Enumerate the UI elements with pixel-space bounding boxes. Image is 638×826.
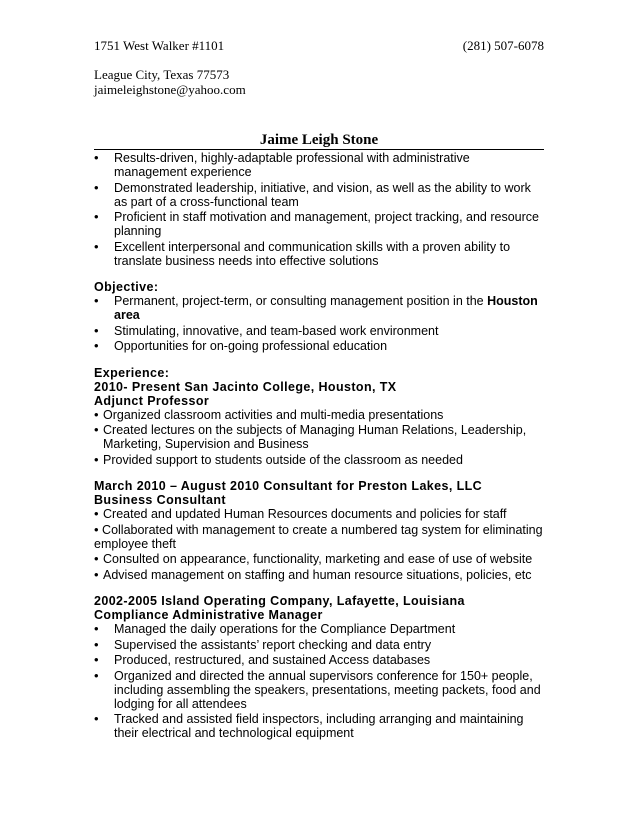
job-duties (94, 507, 546, 582)
job-title-line: 2010- Present San Jacinto College, Houston, TX (94, 379, 397, 394)
objective-location: Houston area (114, 294, 538, 322)
summary-item: • Results-driven, highly-adaptable professional with administrative management experience (94, 151, 546, 179)
objective-item: • Stimulating, innovative, and team-based work environment (94, 324, 546, 338)
duty-item: • Produced, restructured, and sustained Access databases (94, 653, 546, 667)
duty-item: • Consulted on appearance, functionality, marketing and ease of use of website (94, 552, 546, 566)
job-duties (94, 408, 546, 467)
duty-item: • Collaborated with management to create a numbered tag system for eliminating employee theft (94, 523, 546, 551)
duty-item: • Created and updated Human Resources documents and policies for staff (94, 507, 546, 521)
duty-item: • Organized classroom activities and multi-media presentations (94, 408, 546, 422)
job-duties (94, 622, 546, 740)
duty-item: • Managed the daily operations for the Compliance Department (94, 622, 546, 636)
objective-item: • Opportunities for on-going professional education (94, 339, 546, 353)
duty-item: • Organized and directed the annual supervisors conference for 150+ people, including assembling the speakers, presentations, meeting packets, food and lodging for all attendees (94, 669, 546, 711)
objective-list (94, 294, 546, 353)
job-entry (94, 380, 546, 467)
contact-header (94, 38, 544, 54)
duty-item: • Supervised the assistants’ report checking and data entry (94, 638, 546, 652)
duty-item: • Created lectures on the subjects of Managing Human Relations, Leadership, Marketing, Supervision and Business (94, 423, 546, 451)
objective-item: • Permanent, project-term, or consulting management position in the Houston area (94, 294, 546, 322)
job-entry (94, 479, 546, 582)
city-state-zip: League City, Texas 77573 (94, 67, 230, 82)
job-position: Business Consultant (94, 493, 226, 507)
experience-heading: Experience: (94, 365, 170, 380)
job-title-line: 2002-2005 Island Operating Company, Lafayette, Louisiana (94, 594, 465, 608)
job-title-line: March 2010 – August 2010 Consultant for Preston Lakes, LLC (94, 479, 483, 493)
contact-block (94, 67, 246, 97)
email-address: jaimeleighstone@yahoo.com (94, 82, 246, 97)
street-address: 1751 West Walker #1101 (94, 38, 225, 53)
job-entry (94, 594, 546, 740)
summary-item: • Proficient in staff motivation and management, project tracking, and resource planning (94, 210, 546, 238)
job-position: Adjunct Professor (94, 393, 210, 408)
header-divider (94, 149, 544, 150)
duty-item: • Provided support to students outside of the classroom as needed (94, 453, 546, 467)
duty-item: • Advised management on staffing and human resource situations, policies, etc (94, 568, 546, 582)
resume-name: Jaime Leigh Stone (259, 132, 379, 148)
summary-item: • Excellent interpersonal and communication skills with a proven ability to translate business needs into effective solutions (94, 240, 546, 268)
resume-body (94, 151, 546, 742)
summary-item: • Demonstrated leadership, initiative, and vision, as well as the ability to work as part of a cross-functional team (94, 181, 546, 209)
objective-heading: Objective: (94, 280, 159, 294)
duty-item: • Tracked and assisted field inspectors, including arranging and maintaining their electrical and technological equipment (94, 712, 546, 740)
summary-list (94, 151, 546, 268)
phone-number: (281) 507-6078 (462, 38, 544, 53)
job-position: Compliance Administrative Manager (94, 608, 323, 622)
